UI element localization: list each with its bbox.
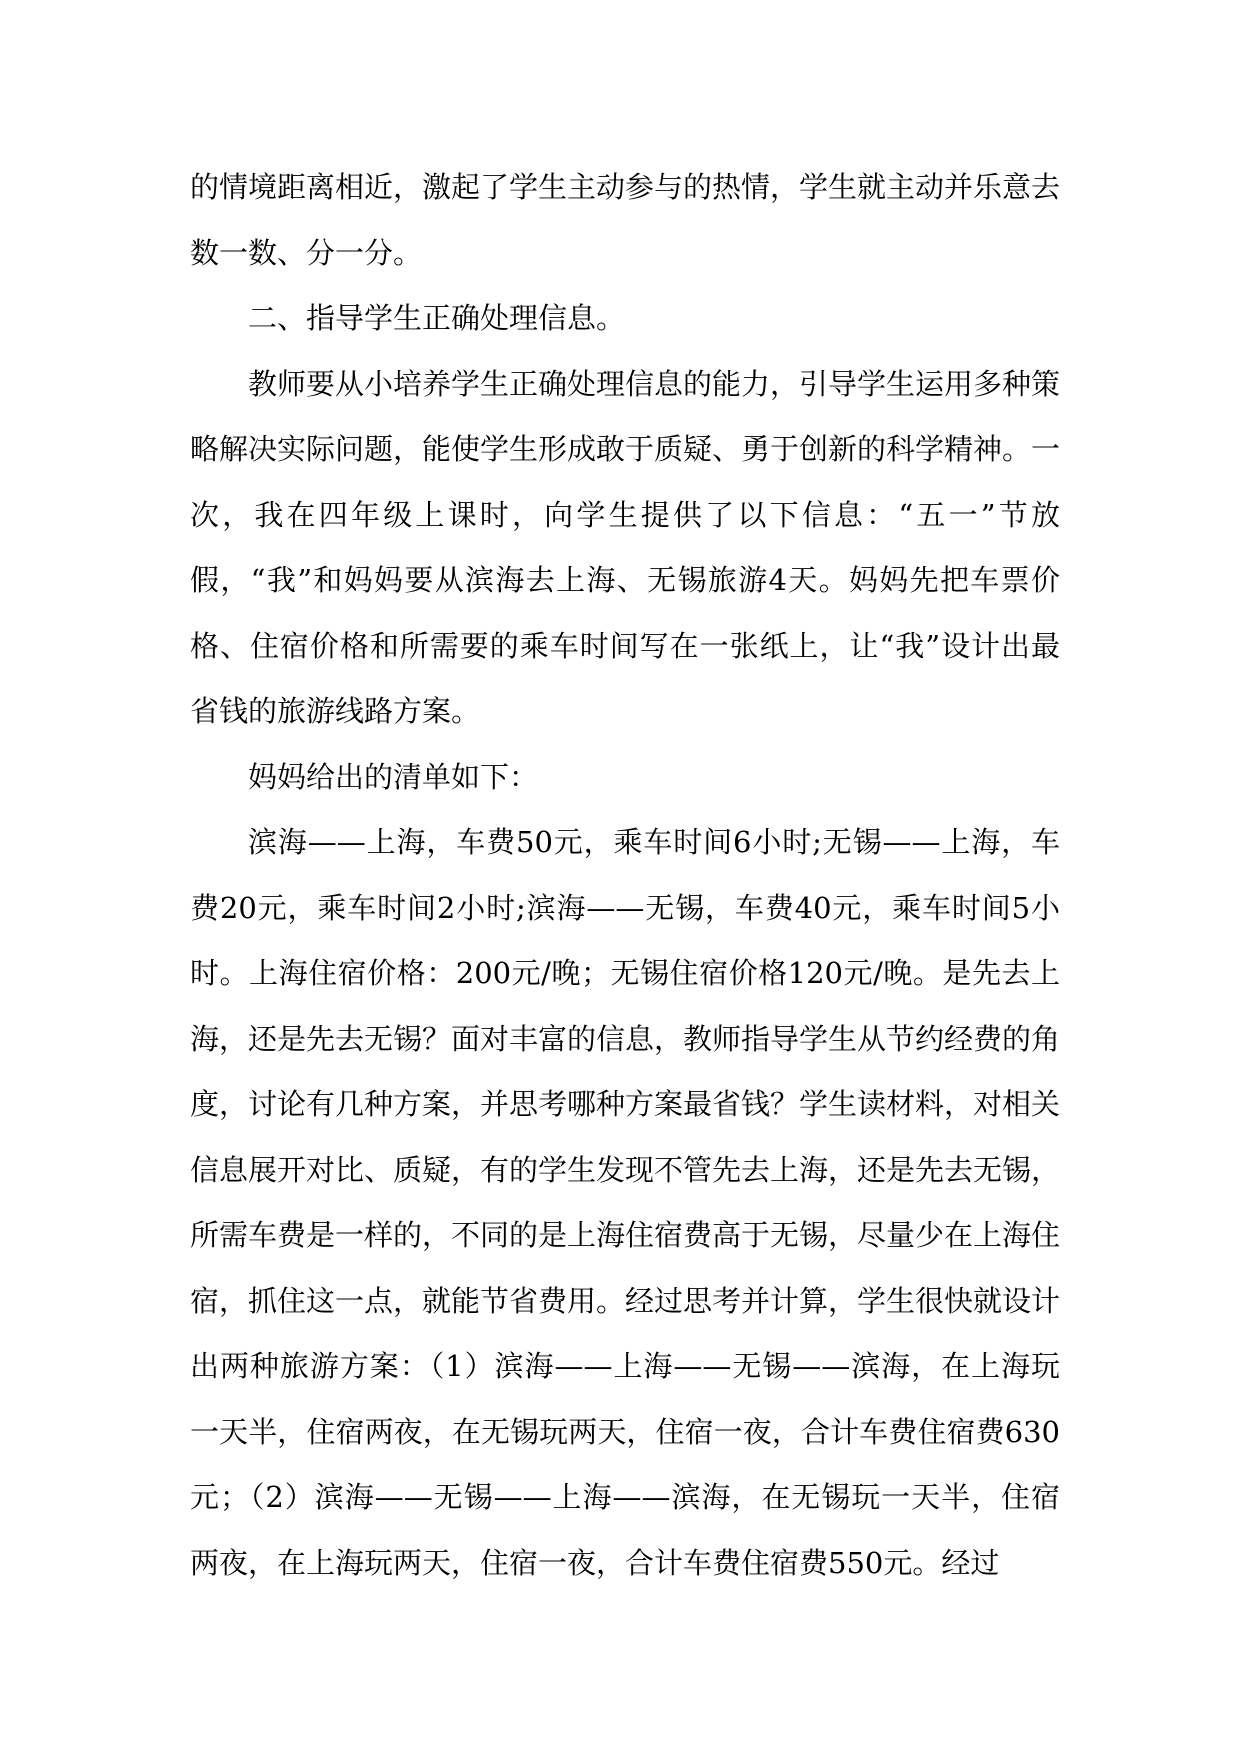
paragraph-continuation: 的情境距离相近，激起了学生主动参与的热情，学生就主动并乐意去数一数、分一分。 [190, 170, 1061, 270]
paragraph-intro: 教师要从小培养学生正确处理信息的能力，引导学生运用多种策略解决实际问题，能使学生形成敢于质疑、勇于创新的科学精神。一次，我在四年级上课时，向学生提供了以下信息：“五一”节放假，“我”和妈妈要从滨海去上海、无锡旅游4天。妈妈先把车票价格、住宿价格和所需要的乘车时间写在一张纸上，让“我”设计出最省钱的旅游线路方案。 [190, 366, 1061, 728]
paragraph-list-lead: 妈妈给出的清单如下： [248, 759, 539, 794]
section-heading: 二、指导学生正确处理信息。 [248, 301, 626, 335]
paragraph-details: 滨海——上海，车费50元，乘车时间6小时;无锡——上海，车费20元，乘车时间2小时;滨海——无锡，车费40元，乘车时间5小时。上海住宿价格：200元/晚；无锡住宿价格120元/晚。是先去上海，还是先去无锡？面对丰富的信息，教师指导学生从节约经费的角度，讨论有几种方案，并思考哪种方案最省钱？学生读材料，对相关信息展开对比、质疑，有的学生发现不管先去上海，还是先去无锡，所需车费是一样的，不同的是上海住宿费高于无锡，尽量少在上海住宿，抓住这一点，就能节省费用。经过思考并计算，学生很快就设计出两种旅游方案：（1）滨海——上海——无锡——滨海，在上海玩一天半，住宿两夜，在无锡玩两天，住宿一夜，合计车费住宿费630元；（2）滨海——无锡——上海——滨海，在无锡玩一天半，住宿两夜，在上海玩两天，住宿一夜，合计车费住宿费550元。经过 [190, 825, 1061, 1580]
document-body [190, 155, 1060, 1596]
